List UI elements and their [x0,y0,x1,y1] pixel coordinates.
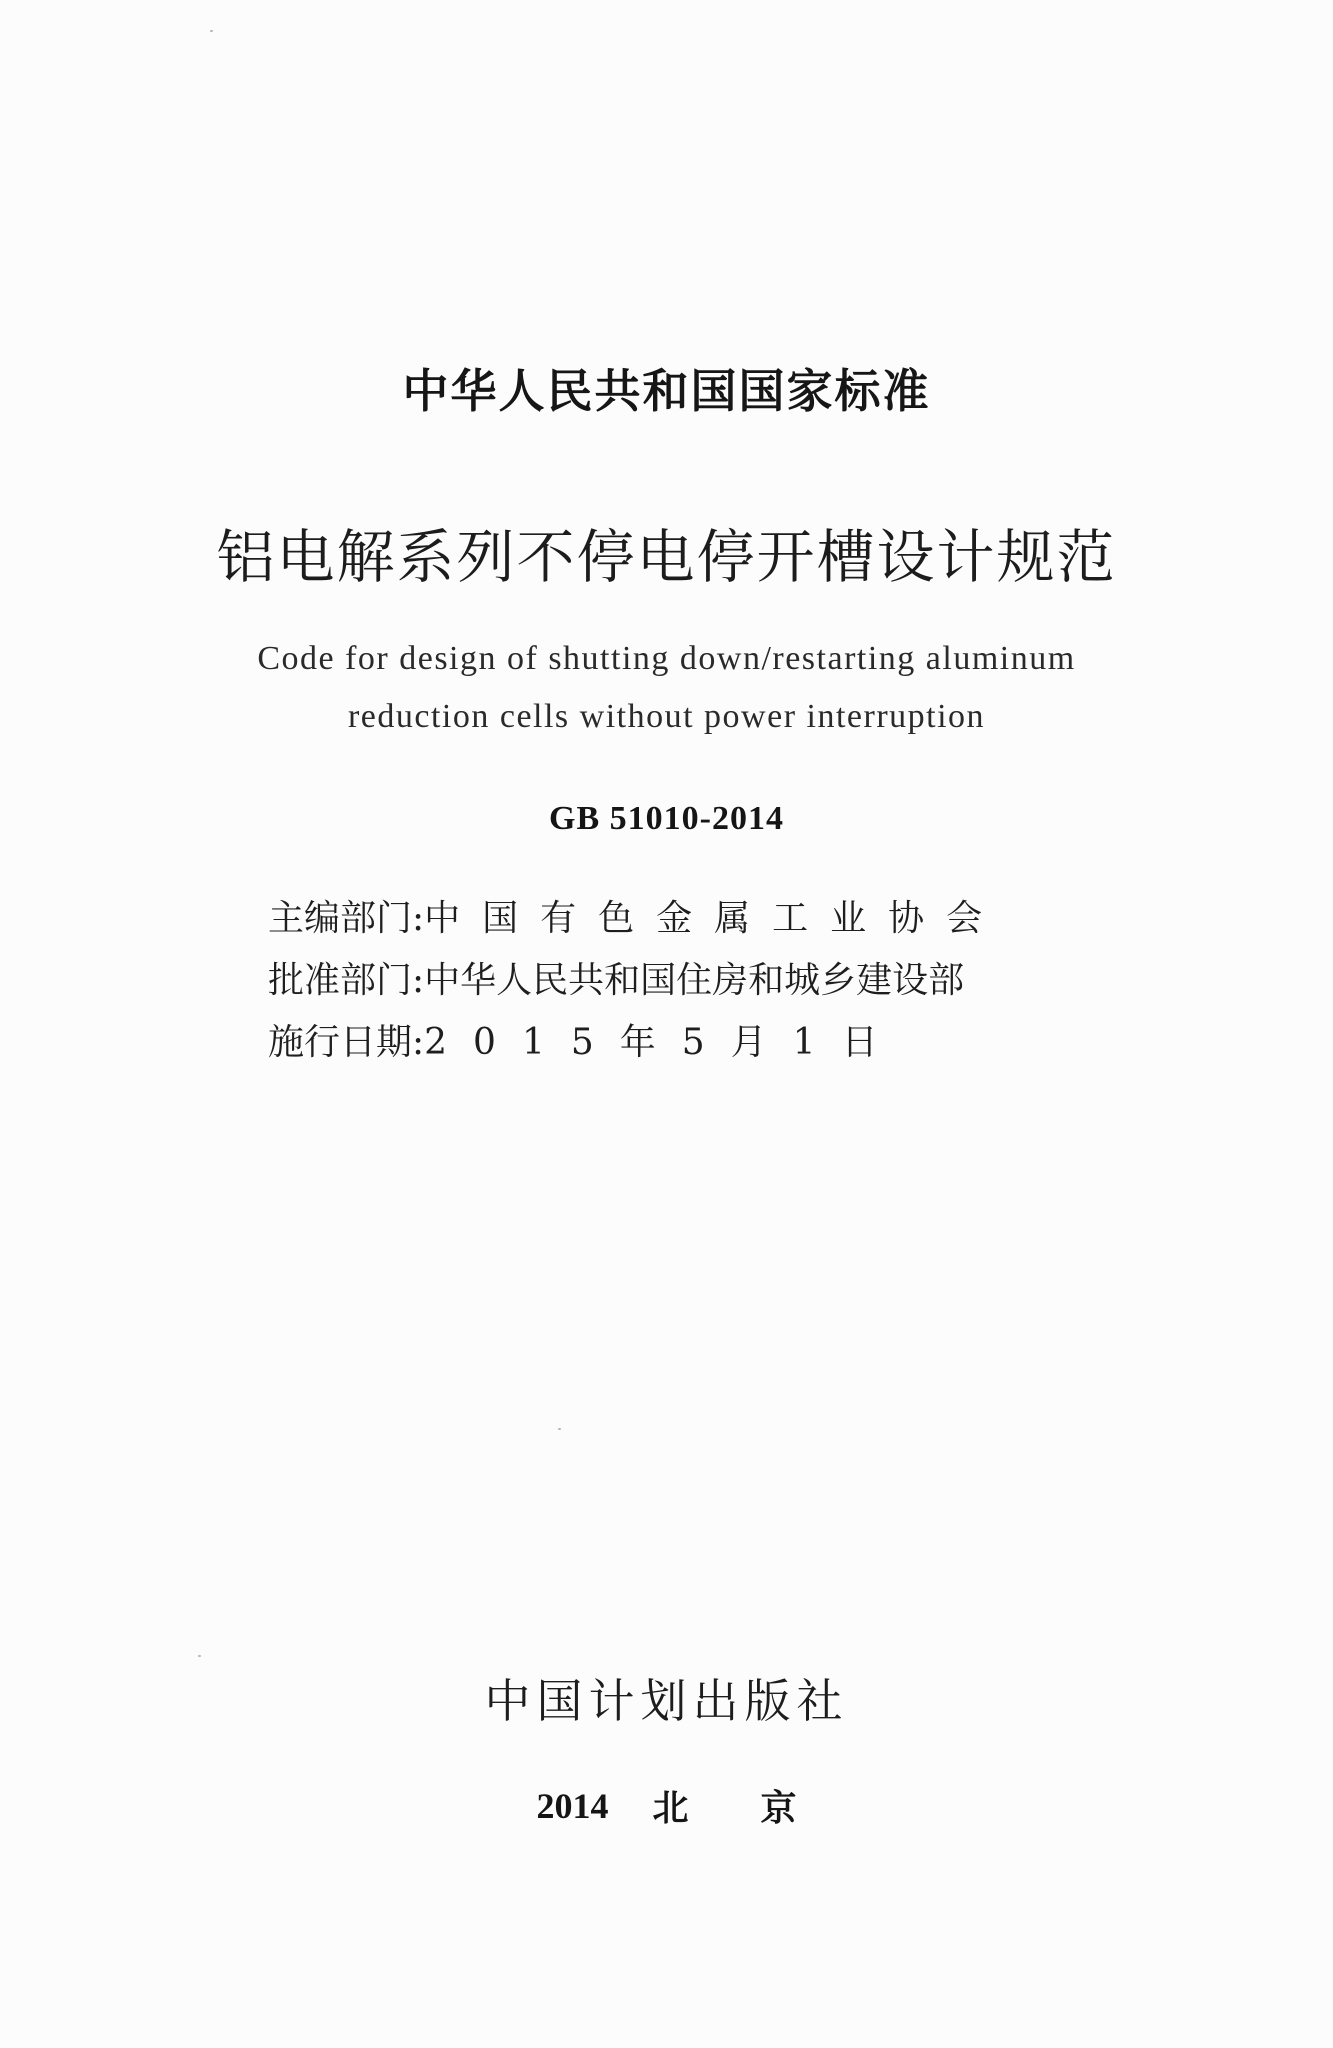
publication-year-city [0,1780,1333,1831]
national-standard-heading: 中华人民共和国国家标准 [402,364,931,418]
english-title-line-2: reduction cells without power interruption [347,698,986,735]
effective-date-row [268,1014,904,1064]
chinese-title: 铝电解系列不停电停开槽设计规范 [216,523,1117,591]
scan-speck [558,1428,561,1430]
publication-city: 北京 [652,1788,869,1828]
chief-editor-value: 中国有色金属工业协会 [424,897,1005,939]
chief-editor-label: 主编部门: [268,897,425,939]
approval-department-label: 批准部门: [268,959,425,1001]
effective-date-label: 施行日期: [268,1021,425,1063]
english-title-line-1: Code for design of shutting down/restarting aluminum [257,640,1076,677]
publisher-name: 中国计划出版社 [484,1674,849,1728]
scan-speck [198,1655,201,1657]
approval-department-value: 中华人民共和国住房和城乡建设部 [424,959,965,1001]
standard-code: GB 51010-2014 [549,800,784,837]
approval-department-row [268,952,964,1002]
effective-date-value: 2015年5月1日 [424,1021,904,1063]
scan-speck [210,30,213,32]
publication-year: 2014 [536,1785,609,1826]
chief-editor-row [268,890,1004,940]
